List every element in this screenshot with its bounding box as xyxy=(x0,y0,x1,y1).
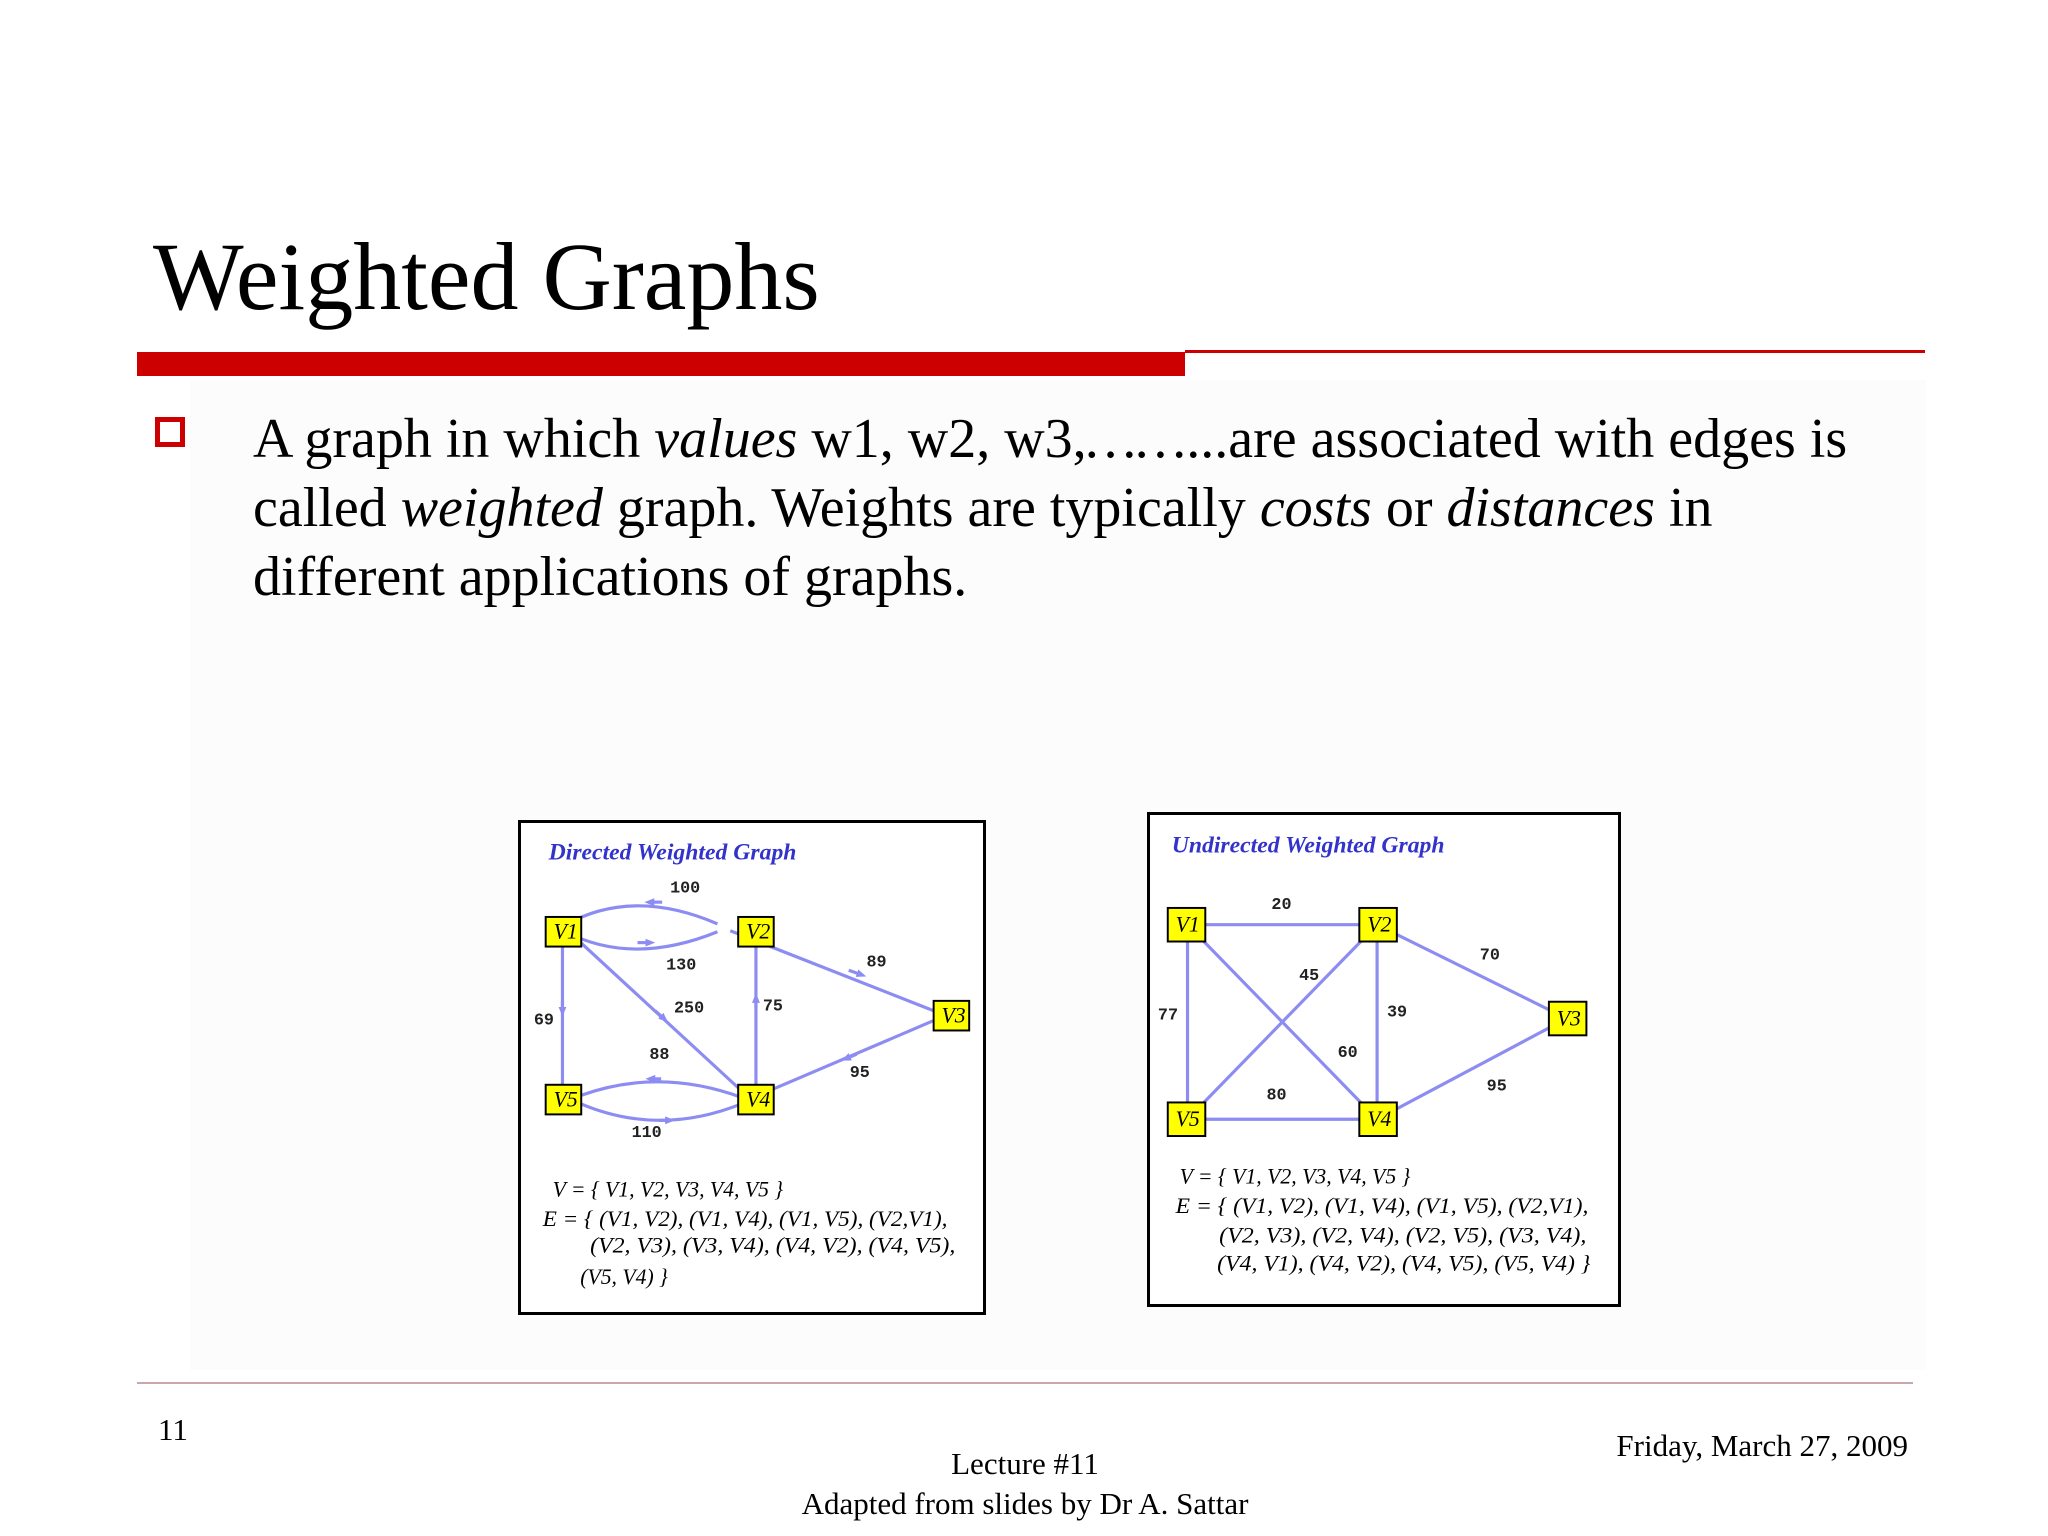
body-text-run: different applications of graphs. xyxy=(253,546,968,608)
edge-set-line: (V5, V4) } xyxy=(580,1265,668,1290)
emphasis-text: distances xyxy=(1446,477,1655,539)
emphasis-text: weighted xyxy=(400,477,603,539)
undirected-graph-svg xyxy=(1150,815,1618,1304)
title-underline-thin xyxy=(1185,350,1925,353)
weight-label: 95 xyxy=(849,1063,870,1083)
edge-set-line: (V2, V3), (V2, V4), (V2, V5), (V3, V4), xyxy=(1219,1223,1587,1248)
vertex-set: V = { V1, V2, V3, V4, V5 } xyxy=(552,1177,784,1202)
node-v3-label: V3 xyxy=(941,1003,966,1028)
emphasis-text: costs xyxy=(1259,477,1372,539)
emphasis-text: …… xyxy=(1086,408,1187,470)
node-v3-label: V3 xyxy=(1556,1006,1581,1031)
weight-label: 110 xyxy=(631,1124,662,1144)
footer-lecture: Lecture #11 xyxy=(951,1446,1099,1481)
weight-label: 77 xyxy=(1157,1006,1179,1026)
weight-label: 75 xyxy=(762,997,783,1017)
bullet-paragraph xyxy=(253,405,1893,612)
body-text-run: A graph in which xyxy=(253,408,655,470)
node-v5-label: V5 xyxy=(553,1087,578,1112)
weight-label: 80 xyxy=(1266,1086,1287,1106)
edge-set-line: E = { (V1, V2), (V1, V4), (V1, V5), (V2,V1), xyxy=(541,1206,948,1231)
directed-graph-svg xyxy=(521,823,983,1312)
weight-label: 69 xyxy=(533,1011,554,1031)
edge-v2-v3-arrow xyxy=(849,970,863,975)
vertex-set: V = { V1, V2, V3, V4, V5 } xyxy=(1179,1164,1411,1189)
node-v2-label: V2 xyxy=(746,919,771,944)
title-underline-thick xyxy=(137,352,1185,376)
node-v4-label: V4 xyxy=(746,1087,771,1112)
directed-graph-figure xyxy=(518,820,986,1315)
edge-v2-v1 xyxy=(565,906,717,925)
bullet-text-line xyxy=(253,543,1893,612)
body-text-run: ...are associated with edges is xyxy=(1186,408,1848,470)
weight-label: 20 xyxy=(1271,895,1292,915)
footer-date: Friday, March 27, 2009 xyxy=(1616,1428,1908,1463)
undirected-graph-figure xyxy=(1147,812,1621,1307)
edge-v1-v2 xyxy=(565,932,717,949)
weight-label: 60 xyxy=(1337,1044,1358,1064)
footer-credits xyxy=(700,1444,1350,1524)
directed-graph-title: Directed Weighted Graph xyxy=(548,839,797,866)
weight-label: 89 xyxy=(866,953,887,973)
node-v4-label: V4 xyxy=(1367,1107,1392,1132)
body-text-run: graph. Weights are typically xyxy=(602,477,1260,539)
edge-v5-v4 xyxy=(580,1104,742,1121)
edge-v3-v4 xyxy=(1377,1019,1567,1120)
edge-set-line: (V2, V3), (V3, V4), (V4, V2), (V4, V5), xyxy=(590,1233,956,1258)
node-v1-label: V1 xyxy=(1175,912,1200,937)
node-v2-label: V2 xyxy=(1367,912,1392,937)
edge-v1-v4-arrow xyxy=(655,1011,665,1020)
body-text-run: called xyxy=(253,477,401,539)
node-v1-label: V1 xyxy=(553,919,578,944)
edge-v4-v5 xyxy=(580,1082,742,1098)
weight-label: 39 xyxy=(1386,1003,1408,1023)
bullet-square-icon xyxy=(155,417,185,447)
weight-label: 250 xyxy=(674,999,705,1019)
edge-set-line: E = { (V1, V2), (V1, V4), (V1, V5), (V2,V1), xyxy=(1174,1194,1589,1219)
node-v5-label: V5 xyxy=(1175,1107,1200,1132)
bullet-text-line xyxy=(253,405,1893,474)
body-text-run: or xyxy=(1371,477,1447,539)
edge-set-line: (V4, V1), (V4, V2), (V4, V5), (V5, V4) } xyxy=(1217,1251,1591,1276)
body-text-run: w1, w2, w3, xyxy=(797,408,1087,470)
bullet-text-line xyxy=(253,474,1893,543)
weight-label: 130 xyxy=(666,956,697,976)
weight-label: 88 xyxy=(649,1046,670,1066)
body-text-run: in xyxy=(1654,477,1713,539)
weight-label: 70 xyxy=(1479,946,1500,966)
slide-title: Weighted Graphs xyxy=(153,223,820,330)
slide-number: 11 xyxy=(158,1412,188,1447)
undirected-graph-title: Undirected Weighted Graph xyxy=(1171,832,1445,859)
weight-label: 100 xyxy=(670,879,701,899)
weight-label: 95 xyxy=(1486,1077,1507,1097)
footer-credit: Adapted from slides by Dr A. Sattar xyxy=(801,1486,1249,1521)
footer-divider xyxy=(137,1382,1913,1384)
weight-label: 45 xyxy=(1299,967,1320,987)
emphasis-text: values xyxy=(654,408,798,470)
